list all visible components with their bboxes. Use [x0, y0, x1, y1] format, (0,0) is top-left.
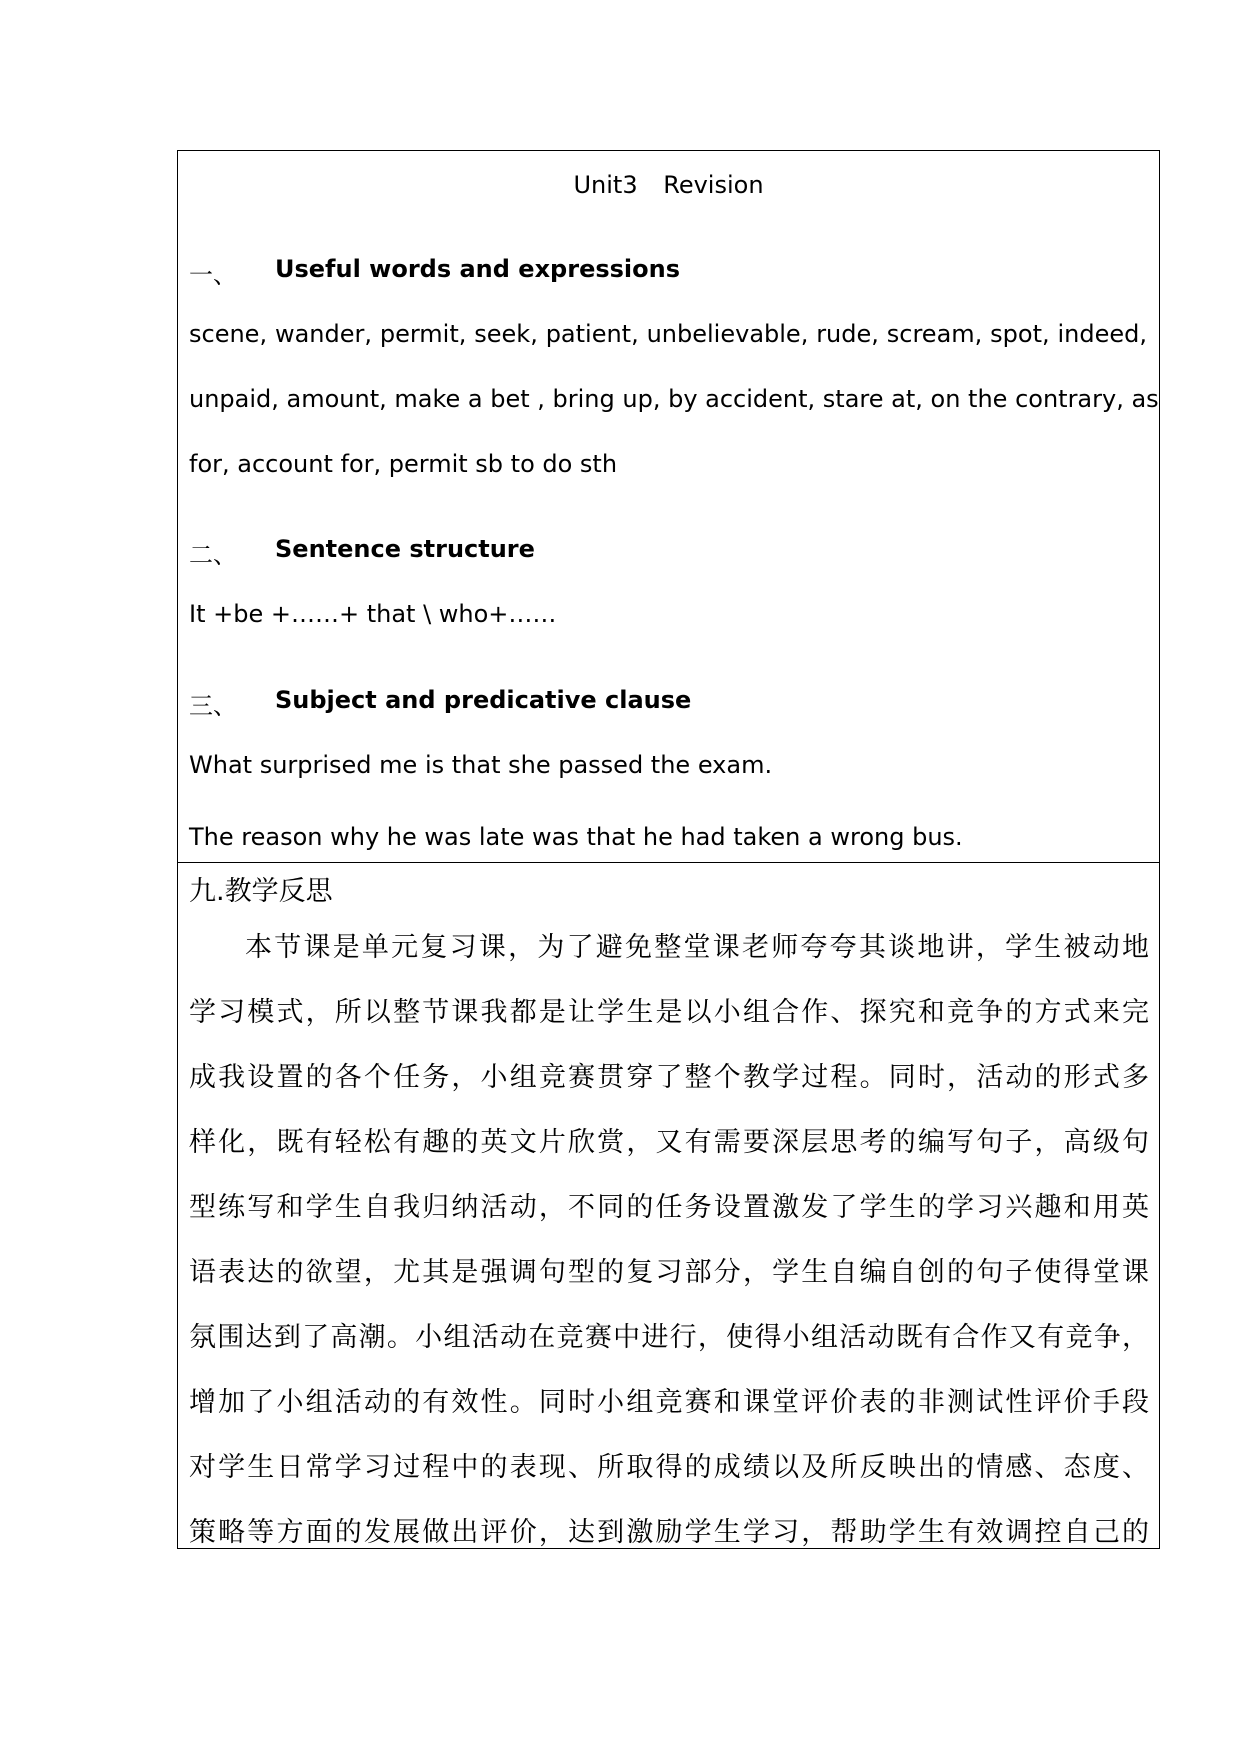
section-heading: Subject and predicative clause [275, 686, 692, 714]
section-number: 一、 [189, 261, 237, 289]
section-number: 三、 [189, 692, 237, 720]
reflection-line: 样化，既有轻松有趣的英文片欣赏，又有需要深层思考的编写句子，高级句 [189, 1127, 1149, 1158]
reflection-cell [178, 863, 1159, 1548]
words-line: for, account for, permit sb to do sth [189, 450, 618, 478]
example-sentence: What surprised me is that she passed the exam. [189, 751, 773, 779]
example-sentence: The reason why he was late was that he had taken a wrong bus. [189, 823, 963, 851]
words-line: unpaid, amount, make a bet , bring up, by accident, stare at, on the contrary, as [189, 385, 1159, 413]
words-line: scene, wander, permit, seek, patient, unbelievable, rude, scream, spot, indeed, [189, 320, 1147, 348]
section-heading: Useful words and expressions [275, 255, 680, 283]
section-heading: Sentence structure [275, 535, 535, 563]
reflection-line: 增加了小组活动的有效性。同时小组竞赛和课堂评价表的非测试性评价手段 [189, 1387, 1149, 1418]
structure-line: It +be +……+ that \ who+…… [189, 600, 557, 628]
reflection-line: 对学生日常学习过程中的表现、所取得的成绩以及所反映出的情感、态度、 [189, 1452, 1149, 1483]
reflection-line: 策略等方面的发展做出评价，达到激励学生学习，帮助学生有效调控自己的 [189, 1517, 1149, 1548]
revision-cell [178, 151, 1159, 863]
reflection-title: 九.教学反思 [189, 876, 333, 907]
reflection-line: 型练写和学生自我归纳活动，不同的任务设置激发了学生的学习兴趣和用英 [189, 1192, 1149, 1223]
document-table [177, 150, 1160, 1549]
reflection-line: 成我设置的各个任务，小组竞赛贯穿了整个教学过程。同时，活动的形式多 [189, 1062, 1149, 1093]
unit-title: Unit3 Revision [573, 171, 764, 199]
reflection-line: 学习模式，所以整节课我都是让学生是以小组合作、探究和竞争的方式来完 [189, 997, 1149, 1028]
reflection-line: 语表达的欲望，尤其是强调句型的复习部分，学生自编自创的句子使得堂课 [189, 1257, 1149, 1288]
reflection-line: 氛围达到了高潮。小组活动在竞赛中进行，使得小组活动既有合作又有竞争， [189, 1322, 1149, 1353]
section-number: 二、 [189, 541, 237, 569]
reflection-line: 本节课是单元复习课，为了避免整堂课老师夸夸其谈地讲，学生被动地 [245, 932, 1149, 963]
